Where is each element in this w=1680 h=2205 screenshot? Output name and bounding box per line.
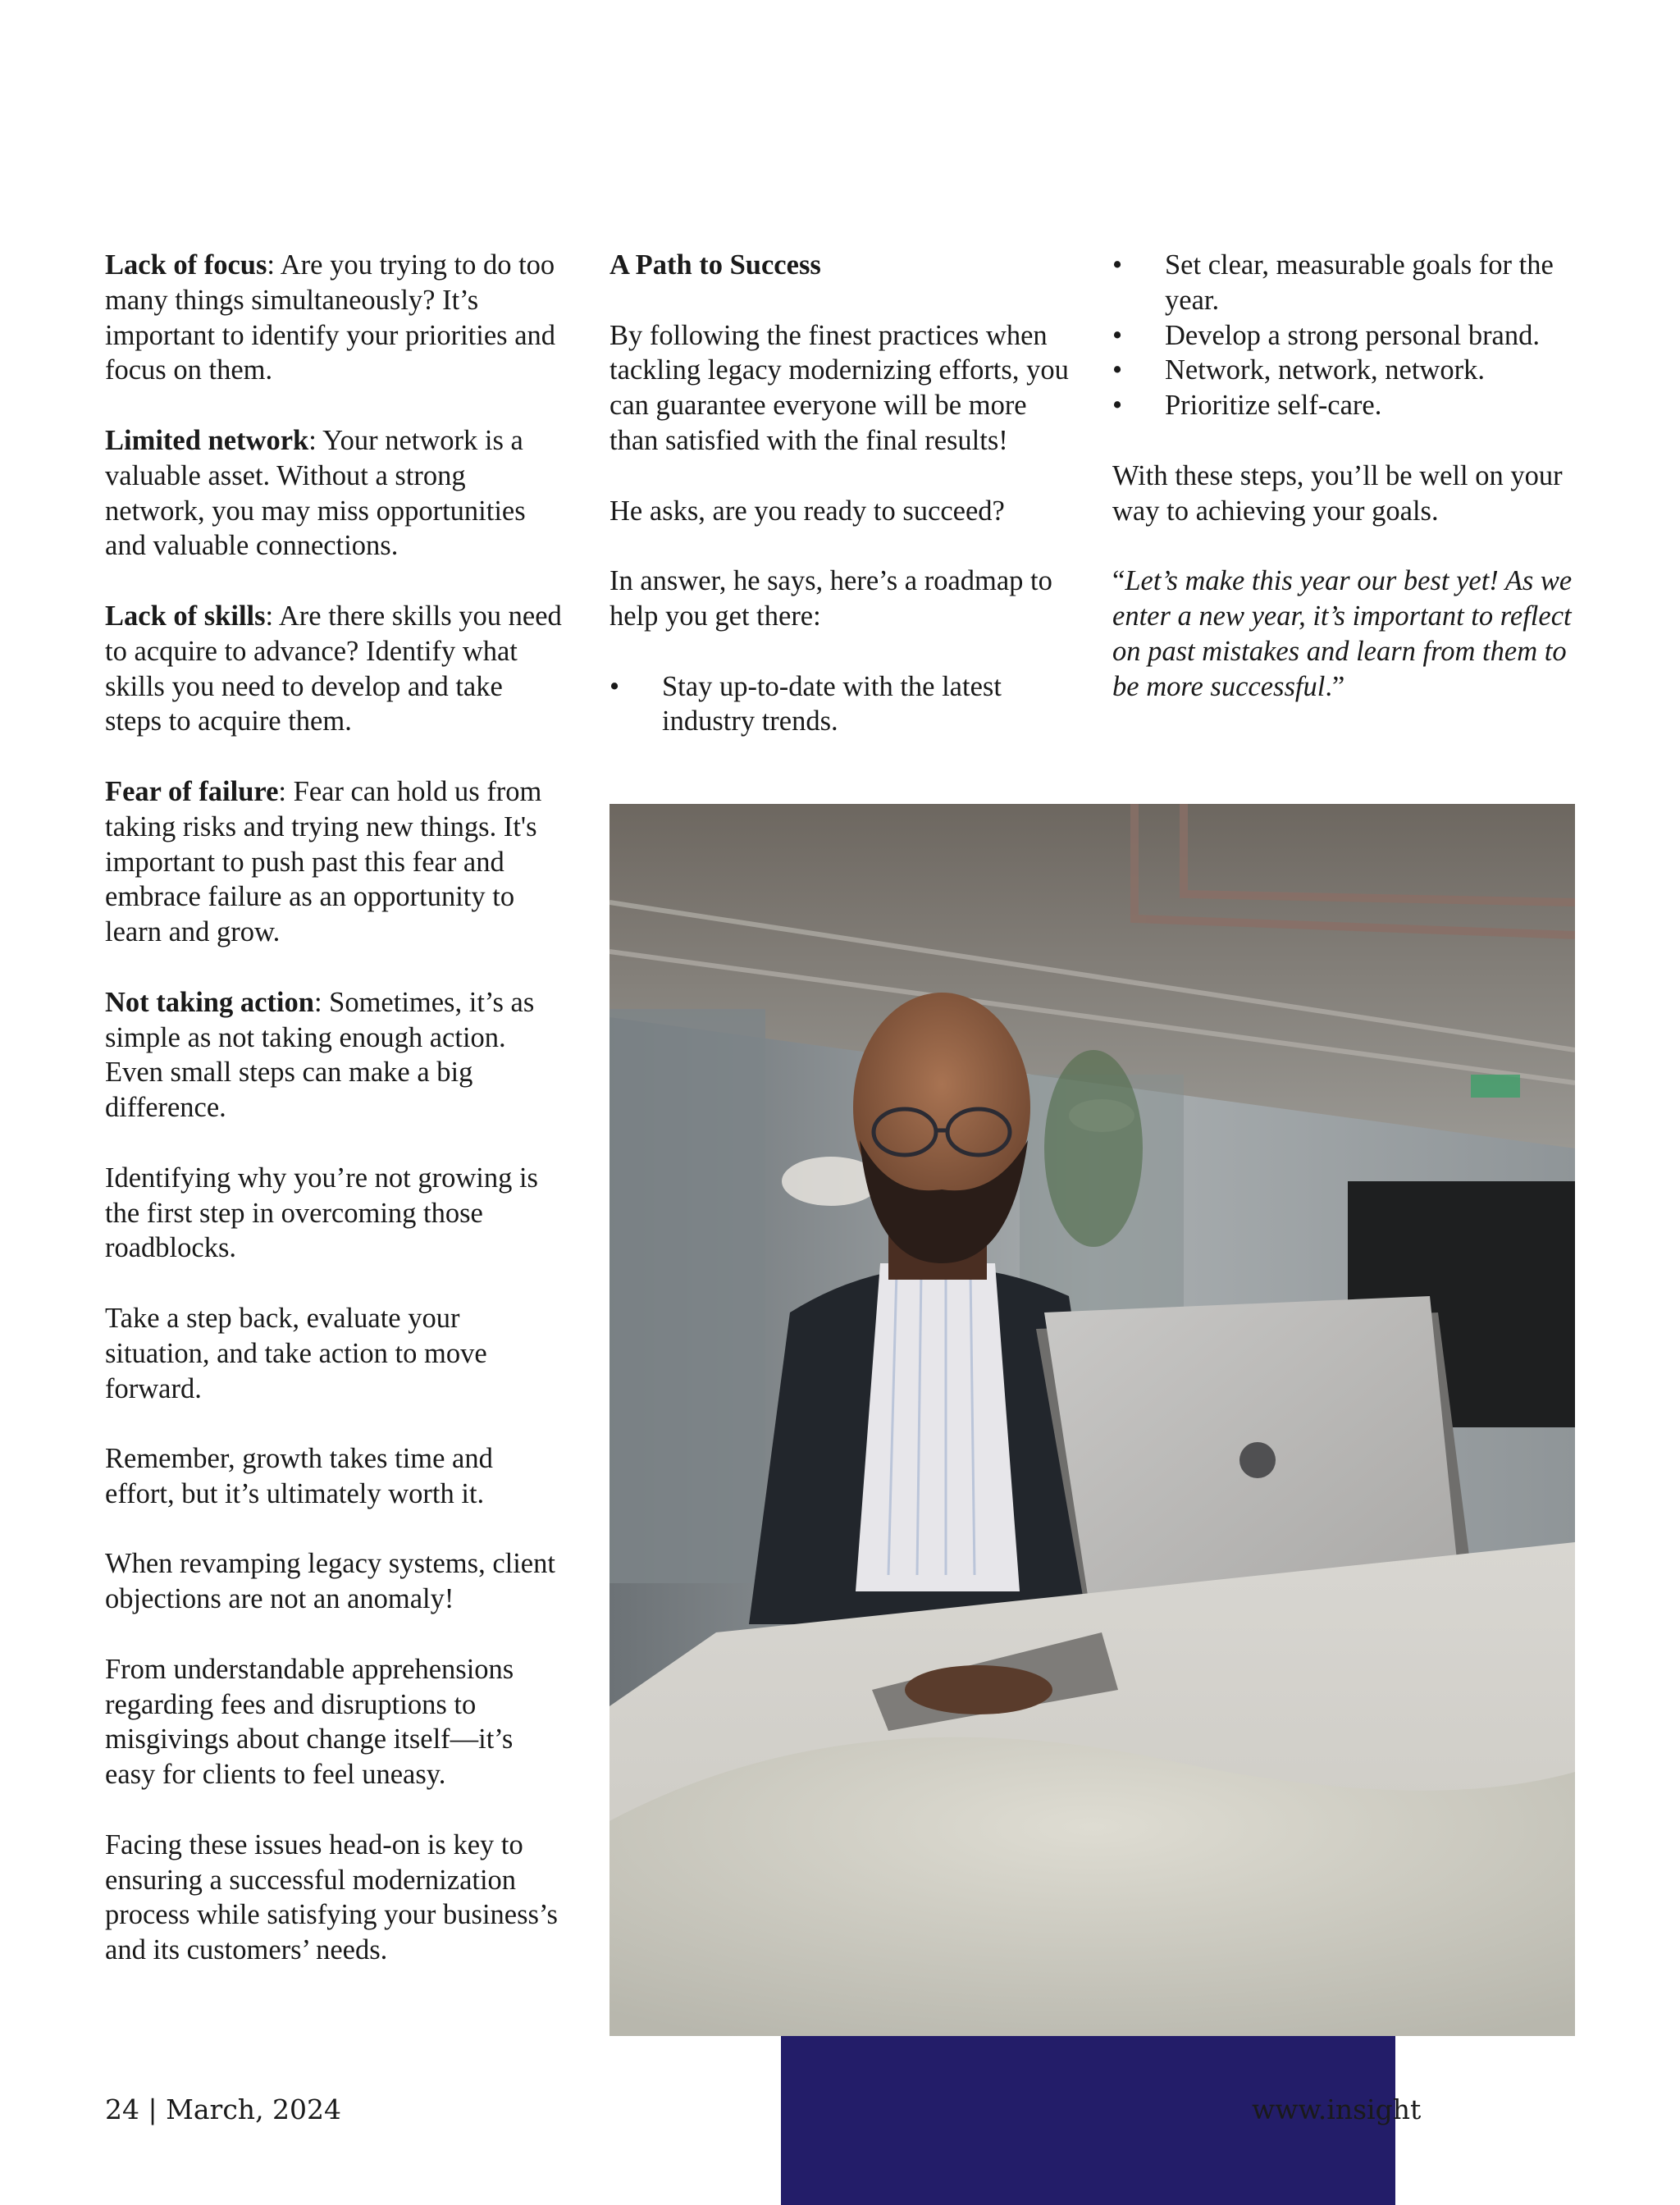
fear-of-failure-paragraph (105, 774, 564, 950)
list-item (1112, 388, 1580, 423)
quote-open-mark: “ (1112, 565, 1125, 597)
middle-column (609, 248, 1069, 774)
lack-of-skills-paragraph (105, 599, 564, 739)
section-heading (609, 248, 1069, 283)
list-item-text: Prioritize self-care. (1165, 390, 1382, 422)
asks-paragraph: He asks, are you ready to succeed? (609, 495, 1005, 527)
bullet-icon: • (1112, 390, 1123, 422)
fear-of-failure-title: Fear of failure (105, 775, 279, 807)
following-paragraph: By following the finest practices when tackling legacy modernizing efforts, you can guarantee everyone will be more than satisfied with the final results! (609, 319, 1069, 456)
remember-paragraph: Remember, growth takes time and effort, but it’s ultimately worth it. (105, 1443, 493, 1509)
section-heading-text: A Path to Success (609, 249, 821, 281)
revamping-paragraph: When revamping legacy systems, client objections are not an anomaly! (105, 1548, 555, 1615)
right-column (1112, 248, 1580, 739)
list-item (1112, 248, 1580, 318)
quote-text: Let’s make this year our best yet! As we enter a new year, it’s important to reflect on past mistakes and learn from them to be more successful (1112, 565, 1573, 702)
facing-issues-paragraph: Facing these issues head-on is key to ensuring a successful modernization process while satisfying your business’s and its customers’ needs. (105, 1828, 558, 1966)
bullet-icon: • (609, 670, 620, 702)
website-url[interactable] (1252, 2093, 1575, 2125)
identifying-paragraph: Identifying why you’re not growing is the first step in overcoming those roadblocks. (105, 1162, 538, 1264)
list-item (1112, 318, 1580, 354)
apprehensions-paragraph: From understandable apprehensions regarding fees and disruptions to misgivings about change itself—it’s easy for clients to feel uneasy. (105, 1653, 514, 1791)
lack-of-focus-paragraph (105, 248, 564, 388)
page-number-date: 24 | March, 2024 (105, 2093, 342, 2125)
office-laptop-illustration (609, 804, 1575, 2036)
step-back-paragraph: Take a step back, evaluate your situation, and take action to move forward. (105, 1302, 487, 1404)
bullet-icon: • (1112, 354, 1123, 386)
not-taking-action-title: Not taking action (105, 986, 314, 1018)
lack-of-focus-text: : Are you trying to do too many things simultaneously? It’s important to identify your priorities and focus on them. (105, 249, 556, 386)
limited-network-paragraph (105, 423, 564, 564)
list-item-text: Set clear, measurable goals for the year. (1165, 249, 1554, 316)
feature-photo (609, 804, 1575, 2036)
lack-of-skills-text: : Are there skills you need to acquire to advance? Identify what skills you need to develop and take steps to acquire them. (105, 600, 562, 737)
limited-network-title: Limited network (105, 424, 309, 456)
list-item (609, 669, 1069, 740)
limited-network-text: : Your network is a valuable asset. Without a strong network, you may miss opportunities and valuable connections. (105, 424, 526, 562)
steps-paragraph: With these steps, you’ll be well on your way to achieving your goals. (1112, 459, 1563, 527)
answer-paragraph: In answer, he says, here’s a roadmap to help you get there: (609, 565, 1052, 632)
quote-close-mark: .” (1325, 670, 1345, 702)
website-url-part-dark: www.insight (1251, 2093, 1422, 2125)
list-item (1112, 353, 1580, 388)
not-taking-action-paragraph (105, 985, 564, 1125)
list-item-text: Develop a strong personal brand. (1165, 319, 1540, 351)
pull-quote (1112, 564, 1580, 704)
not-taking-action-text: : Sometimes, it’s as simple as not taking enough action. Even small steps can make a big difference. (105, 986, 535, 1124)
lack-of-skills-title: Lack of skills (105, 600, 266, 632)
roadmap-list-continued (1112, 248, 1580, 423)
roadmap-list-start (609, 669, 1069, 740)
list-item-text: Stay up-to-date with the latest industry trends. (662, 670, 1002, 737)
fear-of-failure-text: : Fear can hold us from taking risks and trying new things. It's important to push past this fear and embrace failure as an opportunity to learn and grow. (105, 775, 542, 948)
website-url-part-light: ssuccess.in (1421, 2093, 1575, 2125)
bullet-icon: • (1112, 319, 1123, 351)
bullet-icon: • (1112, 249, 1123, 281)
left-column (105, 248, 564, 2003)
lack-of-focus-title: Lack of focus (105, 249, 267, 281)
list-item-text: Network, network, network. (1165, 354, 1485, 386)
